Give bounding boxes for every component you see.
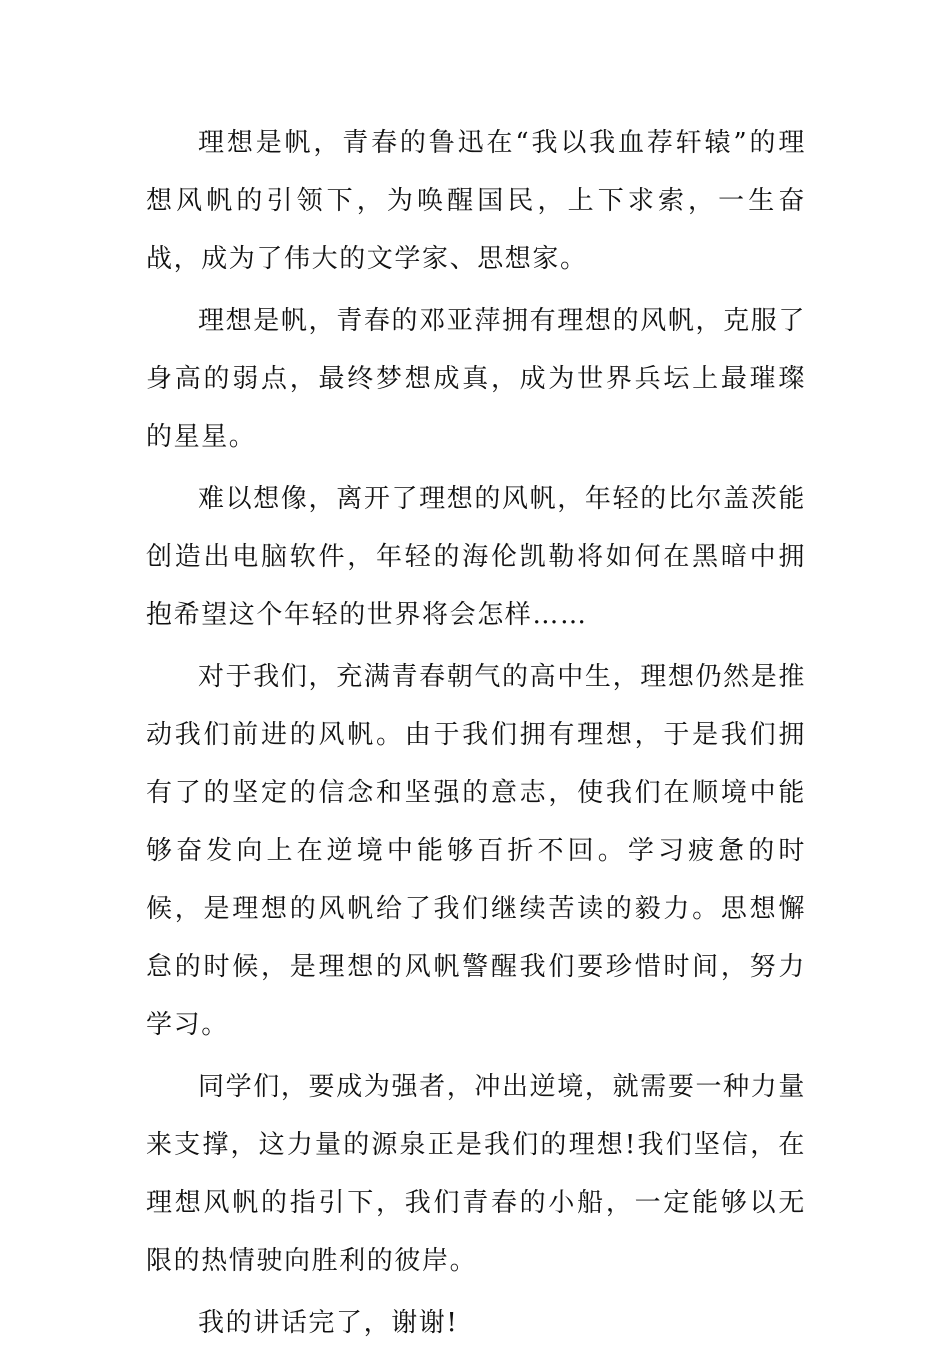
- paragraph-2: 理想是帆，青春的邓亚萍拥有理想的风帆，克服了身高的弱点，最终梦想成真，成为世界兵坛上最璀璨的星星。: [146, 306, 806, 452]
- document-body: [146, 114, 806, 1356]
- paragraph-5: 同学们，要成为强者，冲出逆境，就需要一种力量来支撑，这力量的源泉正是我们的理想!我们坚信，在理想风帆的指引下，我们青春的小船，一定能够以无限的热情驶向胜利的彼岸。: [146, 1072, 806, 1276]
- paragraph-6: 我的讲话完了，谢谢!: [198, 1308, 459, 1338]
- paragraph-1: 理想是帆，青春的鲁迅在“我以我血荐轩辕”的理想风帆的引领下，为唤醒国民，上下求索，一生奋战，成为了伟大的文学家、思想家。: [146, 128, 806, 274]
- paragraph-3: 难以想像，离开了理想的风帆，年轻的比尔盖茨能创造出电脑软件，年轻的海伦凯勒将如何在黑暗中拥抱希望这个年轻的世界将会怎样……: [146, 484, 806, 630]
- paragraph-4: 对于我们，充满青春朝气的高中生，理想仍然是推动我们前进的风帆。由于我们拥有理想，于是我们拥有了的坚定的信念和坚强的意志，使我们在顺境中能够奋发向上在逆境中能够百折不回。学习疲惫的时候，是理想的风帆给了我们继续苦读的毅力。思想懈怠的时候，是理想的风帆警醒我们要珍惜时间，努力学习。: [146, 662, 806, 1040]
